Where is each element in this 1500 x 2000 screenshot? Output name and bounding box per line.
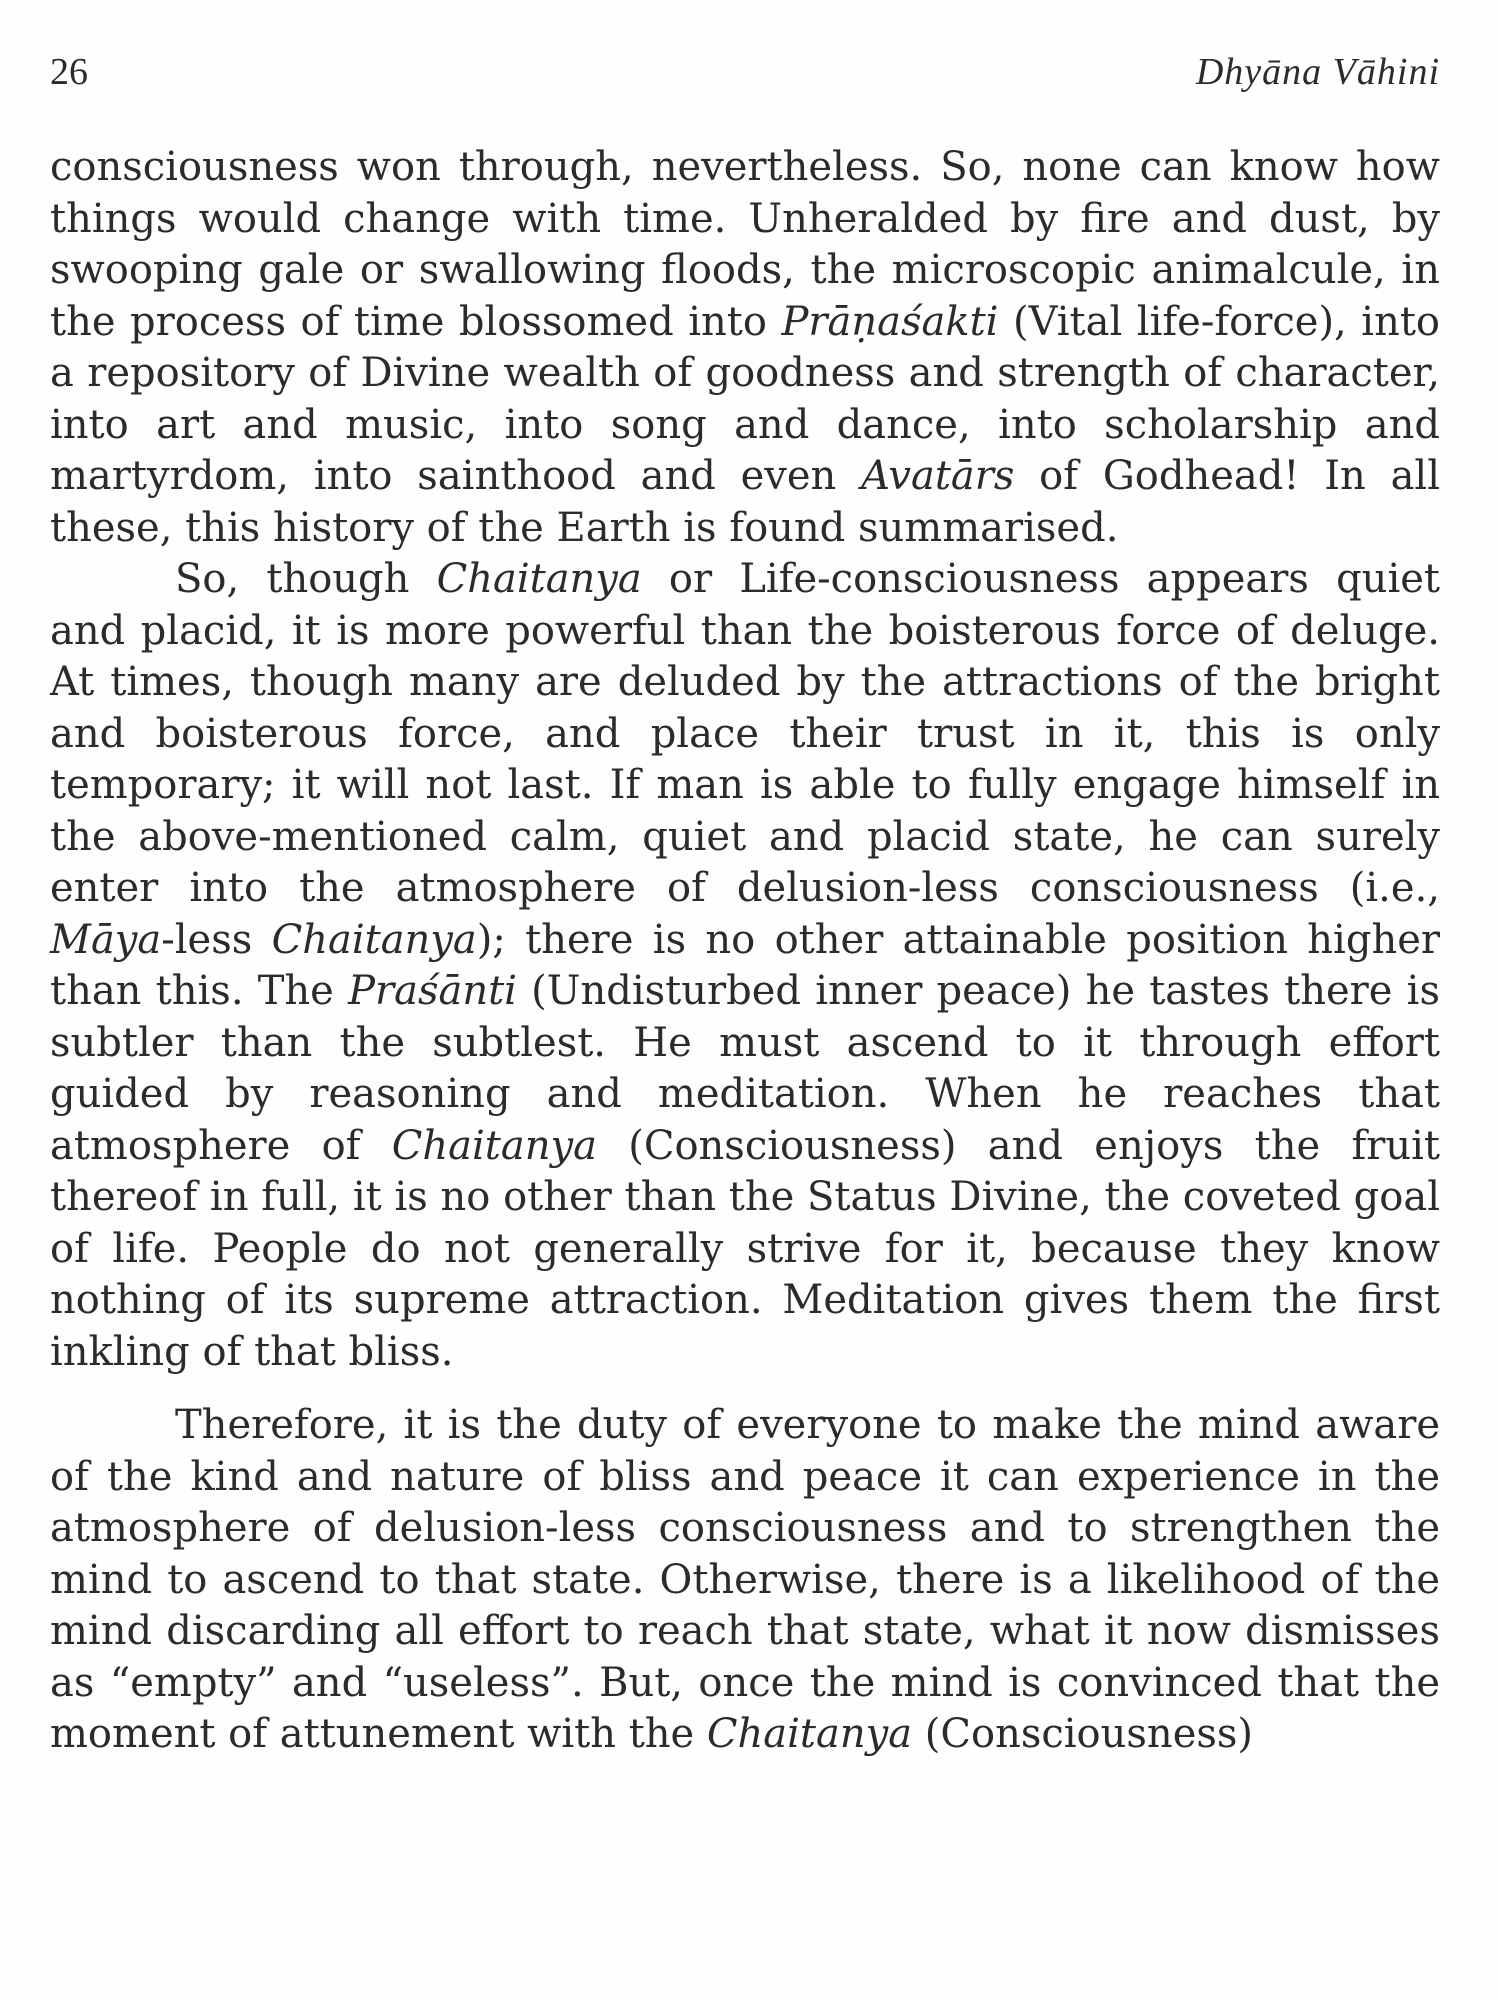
italic-term: Chaitanya	[436, 556, 642, 602]
italic-term: Chaitanya	[391, 1122, 597, 1169]
text-run: (Consciousness)	[912, 1711, 1254, 1757]
paragraph	[50, 142, 1440, 554]
text-run: Therefore, it is the duty of everyone to make the mind aware of the kind and nature of bliss and peace it can experience in the atmosphere of delusion-less consciousness and to strengthen the mind to ascend to that state. Otherwise, there is a likelihood of the mind discarding all effort to reach that state, what it now dismisses as “empty” and “useless”. But, once the mind is convinced that the moment of attunement with the	[50, 1402, 1440, 1757]
text-run: (Consciousness) and enjoys the fruit thereof in full, it is no other than the Status Divine, the coveted goal of life. People do not generally strive for it, because they know nothing of its supreme attraction. Meditation gives them the first inkling of that bliss.	[50, 1122, 1441, 1375]
text-run: consciousness won through, nevertheless. So, none can know how things would change with time. Unheralded by fire and dust, by swooping gale or swallowing floods, the microscopic animalcule, in the process of time blossomed into	[50, 144, 1440, 345]
text-run: So, though	[175, 556, 437, 602]
text-run: (Vital life-force), into a repository of Divine wealth of goodness and strength of character, into art and music, into song and dance, into scholarship and martyrdom, into sainthood and even	[50, 298, 1441, 499]
italic-term: Avatārs	[861, 453, 1015, 499]
paragraph	[50, 1400, 1440, 1761]
book-title: Dhyāna Vāhini	[1195, 51, 1440, 93]
italic-term: Prāṇaśakti	[781, 298, 999, 345]
text-run: or Life-consciousness appears quiet and placid, it is more powerful than the boisterous force of deluge. At times, though many are deluded by the attractions of the bright and boisterous force, and place their trust in it, this is only temporary; it will not last. If man is able to fully engage himself in the above-mentioned calm, quiet and placid state, he can surely enter into the atmosphere of delusion-less consciousness (i.e.,	[50, 556, 1440, 911]
text-run: (Undisturbed inner peace) he tastes there is subtler than the subtlest. He must ascend to it through effort guided by reasoning and meditation. When he reaches that atmosphere of	[50, 968, 1440, 1169]
italic-term: Praśānti	[348, 968, 517, 1014]
text-run: ); there is no other attainable position higher than this. The	[50, 916, 1440, 1014]
italic-term: Chaitanya	[706, 1711, 913, 1757]
running-header	[50, 50, 1440, 100]
paragraph	[50, 554, 1440, 1378]
page-number: 26	[50, 51, 88, 93]
text-run: of Godhead! In all these, this history of the Earth is found summarised.	[50, 453, 1441, 551]
text-run: -less	[161, 916, 272, 963]
body-text	[50, 142, 1440, 1761]
italic-term: Chaitanya	[271, 916, 477, 963]
italic-term: Māya	[50, 916, 162, 963]
